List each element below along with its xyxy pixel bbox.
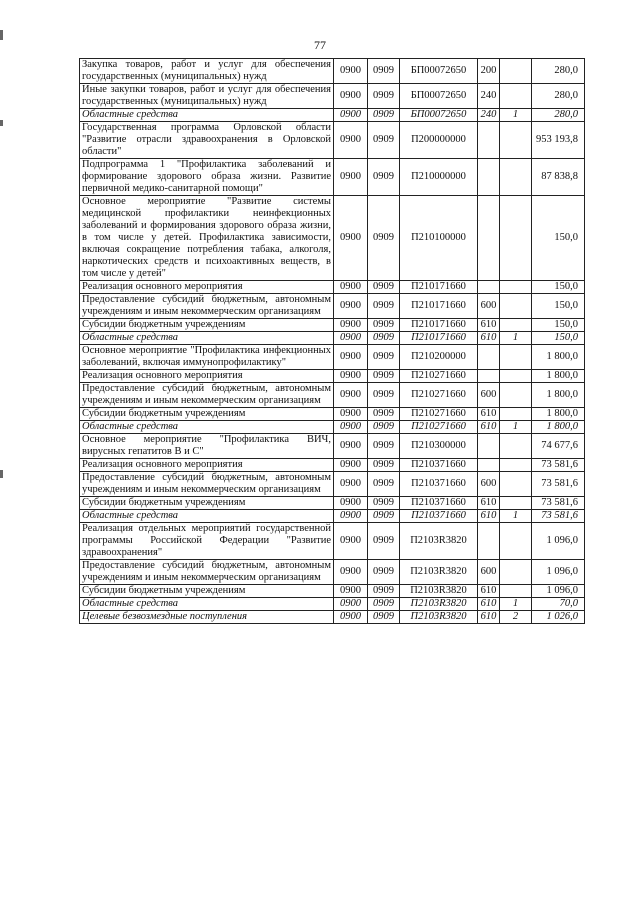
row-name: Областные средства xyxy=(80,598,334,611)
table-row xyxy=(80,434,585,459)
cell-src: 1 xyxy=(500,332,532,345)
cell-vr: 600 xyxy=(478,383,500,408)
cell-sum: 150,0 xyxy=(532,294,585,319)
cell-cs: П210371660 xyxy=(400,459,478,472)
cell-cs: П210271660 xyxy=(400,421,478,434)
cell-gr: 0900 xyxy=(334,510,368,523)
cell-vr: 610 xyxy=(478,598,500,611)
cell-sum: 150,0 xyxy=(532,332,585,345)
cell-vr xyxy=(478,459,500,472)
cell-sum: 1 096,0 xyxy=(532,523,585,560)
cell-pr: 0909 xyxy=(368,598,400,611)
row-name: Основное мероприятие "Развитие системы медицинской профилактики неинфекционных заболеваний и формирования здорового образа жизни, в том числе у детей. Профилактика зависимости, включая сокращение потребления табака, алкоголя, наркотических средств и психоактивных веществ, в том числе у детей" xyxy=(80,196,334,281)
cell-cs: П2103R3820 xyxy=(400,523,478,560)
cell-vr xyxy=(478,345,500,370)
cell-sum: 1 800,0 xyxy=(532,421,585,434)
row-name: Областные средства xyxy=(80,332,334,345)
row-name: Закупка товаров, работ и услуг для обеспечения государственных (муниципальных) нужд xyxy=(80,59,334,84)
cell-src xyxy=(500,281,532,294)
cell-src xyxy=(500,59,532,84)
table-row xyxy=(80,159,585,196)
row-name: Основное мероприятие "Профилактика инфекционных заболеваний, включая иммунопрофилактику" xyxy=(80,345,334,370)
table-row xyxy=(80,281,585,294)
cell-cs: П2103R3820 xyxy=(400,585,478,598)
table-row xyxy=(80,497,585,510)
cell-sum: 1 800,0 xyxy=(532,345,585,370)
cell-src: 1 xyxy=(500,510,532,523)
cell-gr: 0900 xyxy=(334,84,368,109)
row-name: Целевые безвозмездные поступления xyxy=(80,611,334,624)
row-name: Субсидии бюджетным учреждениям xyxy=(80,319,334,332)
page-number: 77 xyxy=(314,38,326,52)
table-row xyxy=(80,319,585,332)
cell-cs: П2103R3820 xyxy=(400,611,478,624)
table-row xyxy=(80,472,585,497)
cell-src xyxy=(500,196,532,281)
cell-sum: 70,0 xyxy=(532,598,585,611)
cell-vr: 240 xyxy=(478,84,500,109)
cell-gr: 0900 xyxy=(334,434,368,459)
cell-src: 2 xyxy=(500,611,532,624)
cell-gr: 0900 xyxy=(334,281,368,294)
cell-sum: 1 096,0 xyxy=(532,560,585,585)
table-row xyxy=(80,345,585,370)
table-row xyxy=(80,510,585,523)
cell-pr: 0909 xyxy=(368,497,400,510)
cell-gr: 0900 xyxy=(334,611,368,624)
cell-src xyxy=(500,560,532,585)
row-name: Предоставление субсидий бюджетным, автономным учреждениям и иным некоммерческим организациям xyxy=(80,294,334,319)
scan-edge-mark xyxy=(0,470,3,478)
cell-cs: БП00072650 xyxy=(400,109,478,122)
cell-sum: 73 581,6 xyxy=(532,459,585,472)
cell-pr: 0909 xyxy=(368,472,400,497)
row-name: Государственная программа Орловской области "Развитие отрасли здравоохранения в Орловской области" xyxy=(80,122,334,159)
row-name: Предоставление субсидий бюджетным, автономным учреждениям и иным некоммерческим организациям xyxy=(80,383,334,408)
cell-cs: БП00072650 xyxy=(400,59,478,84)
table-row xyxy=(80,294,585,319)
cell-vr: 200 xyxy=(478,59,500,84)
cell-cs: П210371660 xyxy=(400,510,478,523)
table-row xyxy=(80,560,585,585)
cell-cs: П210271660 xyxy=(400,383,478,408)
cell-cs: П210171660 xyxy=(400,319,478,332)
table-row xyxy=(80,383,585,408)
cell-cs: П210271660 xyxy=(400,370,478,383)
cell-vr: 610 xyxy=(478,585,500,598)
cell-sum: 150,0 xyxy=(532,281,585,294)
cell-vr xyxy=(478,122,500,159)
cell-pr: 0909 xyxy=(368,370,400,383)
cell-sum: 1 800,0 xyxy=(532,383,585,408)
row-name: Подпрограмма 1 "Профилактика заболеваний и формирование здорового образа жизни. Развитие первичной медико-санитарной помощи" xyxy=(80,159,334,196)
cell-gr: 0900 xyxy=(334,319,368,332)
cell-pr: 0909 xyxy=(368,59,400,84)
cell-sum: 74 677,6 xyxy=(532,434,585,459)
cell-src xyxy=(500,294,532,319)
cell-cs: П210371660 xyxy=(400,497,478,510)
cell-src xyxy=(500,159,532,196)
cell-sum: 1 096,0 xyxy=(532,585,585,598)
cell-pr: 0909 xyxy=(368,159,400,196)
row-name: Предоставление субсидий бюджетным, автономным учреждениям и иным некоммерческим организациям xyxy=(80,560,334,585)
budget-table-body xyxy=(80,59,585,624)
cell-src xyxy=(500,523,532,560)
cell-pr: 0909 xyxy=(368,109,400,122)
table-row xyxy=(80,421,585,434)
table-row xyxy=(80,370,585,383)
cell-gr: 0900 xyxy=(334,122,368,159)
cell-gr: 0900 xyxy=(334,332,368,345)
cell-sum: 87 838,8 xyxy=(532,159,585,196)
cell-cs: П210100000 xyxy=(400,196,478,281)
cell-src: 1 xyxy=(500,421,532,434)
table-row xyxy=(80,585,585,598)
cell-vr xyxy=(478,196,500,281)
cell-sum: 1 026,0 xyxy=(532,611,585,624)
cell-src xyxy=(500,84,532,109)
table-row xyxy=(80,84,585,109)
cell-pr: 0909 xyxy=(368,122,400,159)
row-name: Областные средства xyxy=(80,510,334,523)
row-name: Иные закупки товаров, работ и услуг для обеспечения государственных (муниципальных) нужд xyxy=(80,84,334,109)
cell-src xyxy=(500,585,532,598)
cell-cs: П2103R3820 xyxy=(400,560,478,585)
cell-pr: 0909 xyxy=(368,332,400,345)
cell-pr: 0909 xyxy=(368,84,400,109)
cell-vr: 610 xyxy=(478,510,500,523)
cell-vr xyxy=(478,159,500,196)
cell-pr: 0909 xyxy=(368,281,400,294)
cell-gr: 0900 xyxy=(334,109,368,122)
cell-sum: 280,0 xyxy=(532,109,585,122)
cell-sum: 953 193,8 xyxy=(532,122,585,159)
cell-gr: 0900 xyxy=(334,459,368,472)
cell-src xyxy=(500,122,532,159)
table-row xyxy=(80,196,585,281)
cell-src xyxy=(500,459,532,472)
cell-cs: П210171660 xyxy=(400,281,478,294)
cell-pr: 0909 xyxy=(368,560,400,585)
cell-cs: БП00072650 xyxy=(400,84,478,109)
cell-vr: 610 xyxy=(478,611,500,624)
table-row xyxy=(80,408,585,421)
cell-cs: П210371660 xyxy=(400,472,478,497)
cell-cs: П2103R3820 xyxy=(400,598,478,611)
cell-pr: 0909 xyxy=(368,434,400,459)
table-row xyxy=(80,109,585,122)
row-name: Областные средства xyxy=(80,109,334,122)
cell-gr: 0900 xyxy=(334,59,368,84)
cell-gr: 0900 xyxy=(334,585,368,598)
row-name: Субсидии бюджетным учреждениям xyxy=(80,497,334,510)
cell-src xyxy=(500,370,532,383)
cell-src xyxy=(500,408,532,421)
cell-src xyxy=(500,472,532,497)
cell-vr: 240 xyxy=(478,109,500,122)
table-row xyxy=(80,459,585,472)
cell-cs: П210171660 xyxy=(400,294,478,319)
cell-sum: 73 581,6 xyxy=(532,497,585,510)
row-name: Областные средства xyxy=(80,421,334,434)
cell-gr: 0900 xyxy=(334,408,368,421)
cell-sum: 150,0 xyxy=(532,196,585,281)
table-row xyxy=(80,523,585,560)
cell-vr: 610 xyxy=(478,497,500,510)
cell-vr: 610 xyxy=(478,408,500,421)
cell-gr: 0900 xyxy=(334,370,368,383)
cell-vr xyxy=(478,281,500,294)
cell-src xyxy=(500,319,532,332)
cell-pr: 0909 xyxy=(368,196,400,281)
cell-pr: 0909 xyxy=(368,294,400,319)
cell-sum: 73 581,6 xyxy=(532,472,585,497)
cell-sum: 150,0 xyxy=(532,319,585,332)
row-name: Предоставление субсидий бюджетным, автономным учреждениям и иным некоммерческим организациям xyxy=(80,472,334,497)
cell-cs: П210271660 xyxy=(400,408,478,421)
cell-cs: П210000000 xyxy=(400,159,478,196)
table-row xyxy=(80,59,585,84)
cell-pr: 0909 xyxy=(368,523,400,560)
cell-vr: 600 xyxy=(478,472,500,497)
cell-gr: 0900 xyxy=(334,294,368,319)
row-name: Реализация основного мероприятия xyxy=(80,459,334,472)
cell-vr: 600 xyxy=(478,294,500,319)
row-name: Реализация основного мероприятия xyxy=(80,370,334,383)
row-name: Субсидии бюджетным учреждениям xyxy=(80,408,334,421)
cell-gr: 0900 xyxy=(334,345,368,370)
cell-pr: 0909 xyxy=(368,345,400,370)
row-name: Реализация основного мероприятия xyxy=(80,281,334,294)
cell-pr: 0909 xyxy=(368,319,400,332)
cell-gr: 0900 xyxy=(334,159,368,196)
cell-gr: 0900 xyxy=(334,472,368,497)
cell-vr xyxy=(478,523,500,560)
cell-sum: 280,0 xyxy=(532,59,585,84)
table-row xyxy=(80,611,585,624)
cell-gr: 0900 xyxy=(334,497,368,510)
cell-pr: 0909 xyxy=(368,585,400,598)
cell-src xyxy=(500,497,532,510)
cell-vr xyxy=(478,434,500,459)
table-row xyxy=(80,332,585,345)
cell-src xyxy=(500,345,532,370)
cell-pr: 0909 xyxy=(368,510,400,523)
row-name: Реализация отдельных мероприятий государственной программы Российской Федерации "Развитие здравоохранения" xyxy=(80,523,334,560)
cell-vr xyxy=(478,370,500,383)
row-name: Субсидии бюджетным учреждениям xyxy=(80,585,334,598)
cell-sum: 1 800,0 xyxy=(532,408,585,421)
cell-cs: П210200000 xyxy=(400,345,478,370)
budget-table xyxy=(79,58,585,624)
scan-edge-mark xyxy=(0,120,3,126)
cell-cs: П210300000 xyxy=(400,434,478,459)
row-name: Основное мероприятие "Профилактика ВИЧ, вирусных гепатитов В и С" xyxy=(80,434,334,459)
cell-sum: 280,0 xyxy=(532,84,585,109)
cell-src xyxy=(500,383,532,408)
cell-vr: 610 xyxy=(478,421,500,434)
cell-gr: 0900 xyxy=(334,560,368,585)
cell-pr: 0909 xyxy=(368,383,400,408)
cell-pr: 0909 xyxy=(368,459,400,472)
cell-pr: 0909 xyxy=(368,408,400,421)
cell-vr: 610 xyxy=(478,332,500,345)
cell-gr: 0900 xyxy=(334,598,368,611)
cell-cs: П200000000 xyxy=(400,122,478,159)
cell-gr: 0900 xyxy=(334,523,368,560)
cell-sum: 73 581,6 xyxy=(532,510,585,523)
table-row xyxy=(80,122,585,159)
cell-gr: 0900 xyxy=(334,383,368,408)
cell-src: 1 xyxy=(500,109,532,122)
cell-vr: 600 xyxy=(478,560,500,585)
cell-cs: П210171660 xyxy=(400,332,478,345)
table-row xyxy=(80,598,585,611)
cell-src xyxy=(500,434,532,459)
cell-pr: 0909 xyxy=(368,421,400,434)
cell-gr: 0900 xyxy=(334,196,368,281)
cell-gr: 0900 xyxy=(334,421,368,434)
cell-vr: 610 xyxy=(478,319,500,332)
cell-pr: 0909 xyxy=(368,611,400,624)
cell-src: 1 xyxy=(500,598,532,611)
cell-sum: 1 800,0 xyxy=(532,370,585,383)
